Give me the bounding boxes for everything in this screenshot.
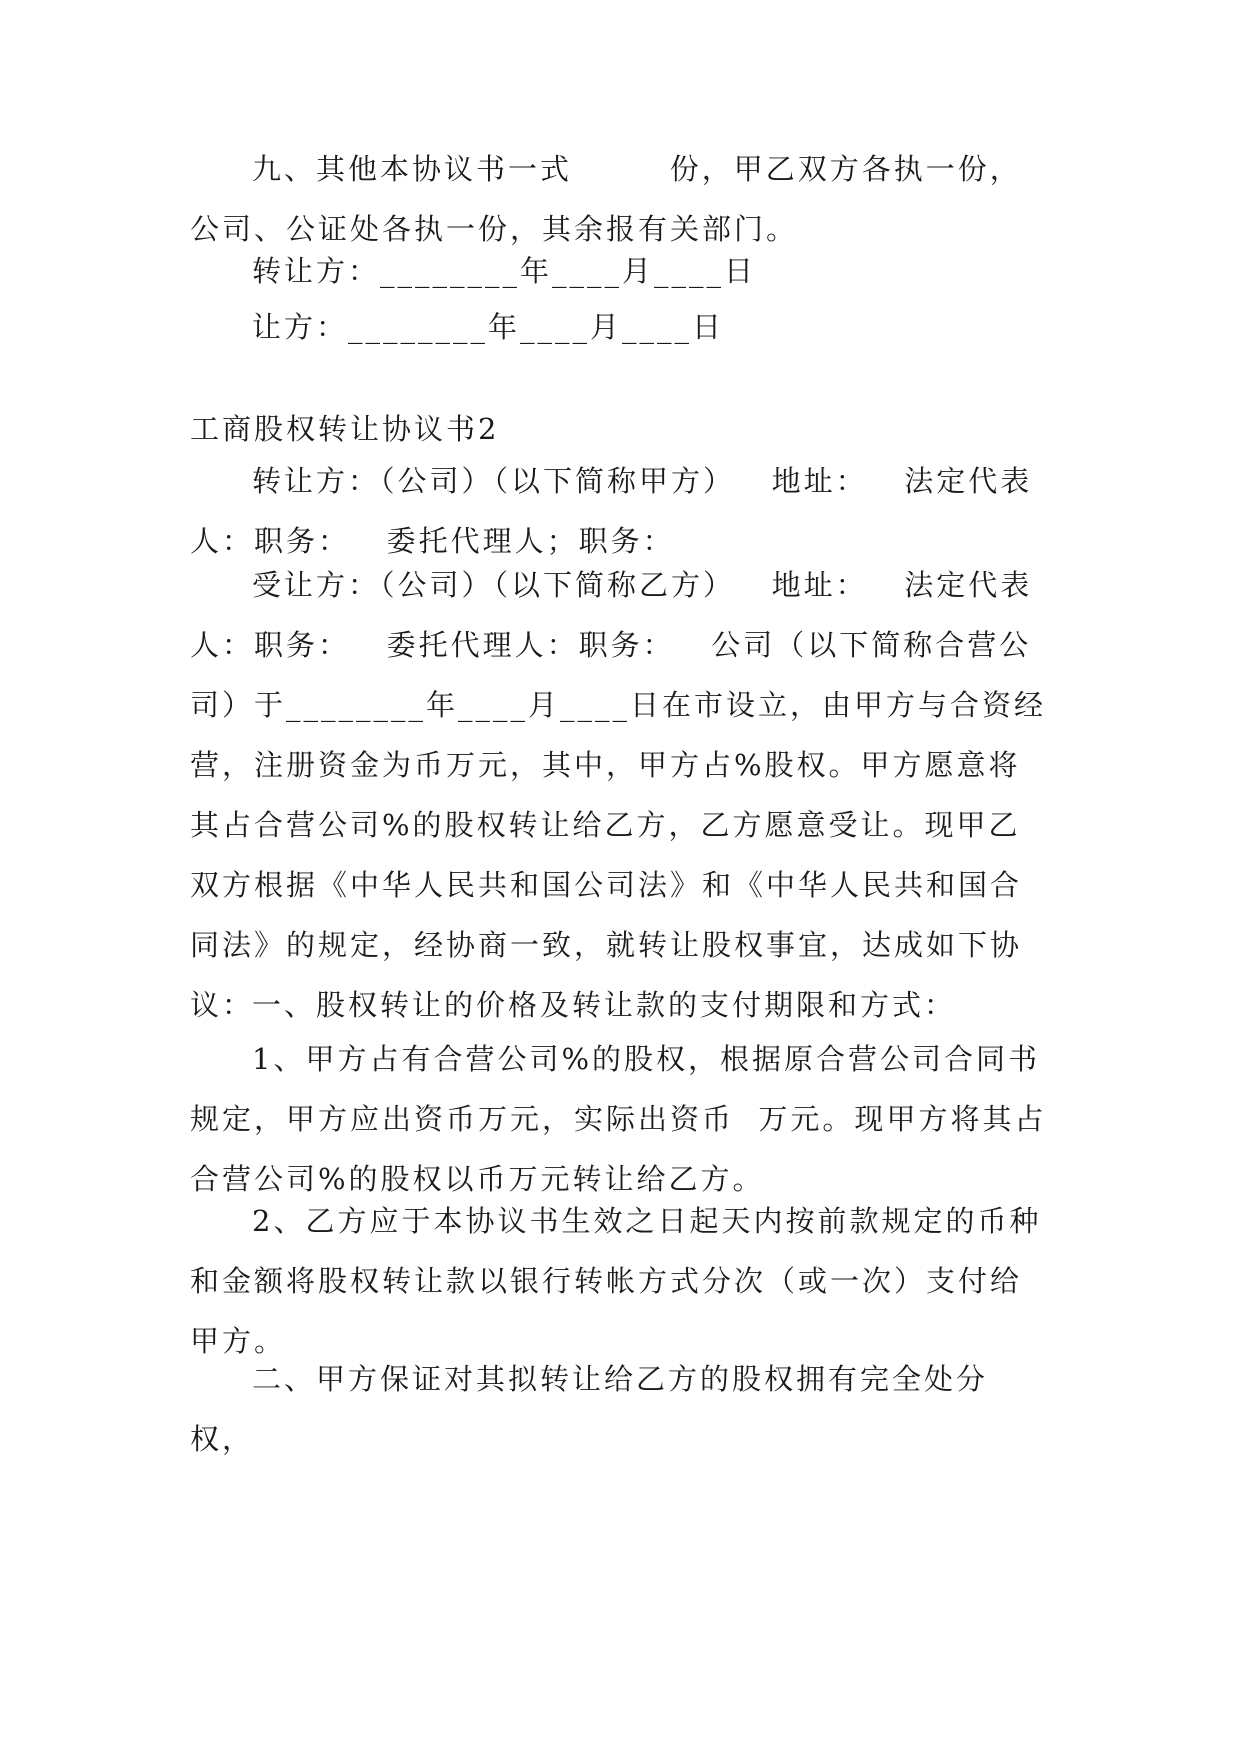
clause-1-item-1: 1、甲方占有合营公司%的股权，根据原合营公司合同书规定，甲方应出资币万元，实际出资币 万元。现甲方将其占合营公司%的股权以币万元转让给乙方。 (190, 1042, 1047, 1196)
paragraph-transferor-info: 转让方：（公司）（以下简称甲方） 地址： 法定代表人：职务： 委托代理人；职务： (190, 464, 1033, 558)
clause-1-heading: 一、股权转让的价格及转让款的支付期限和方式： (252, 988, 957, 1022)
clause-1-item-2: 2、乙方应于本协议书生效之日起天内按前款规定的币种和金额将股权转让款以银行转帐方式分次（或一次）支付给甲方。 (190, 1204, 1042, 1358)
paragraph-other-terms: 九、其他本协议书一式 份，甲乙双方各执一份，公司、公证处各执一份，其余报有关部门。 (190, 152, 1022, 246)
section-title: 工商股权转让协议书2 (190, 412, 500, 446)
clause-2: 二、甲方保证对其拟转让给乙方的股权拥有完全处分权， (190, 1362, 989, 1456)
paragraph-transferee-info: 受让方：（公司）（以下简称乙方） 地址： 法定代表人：职务： 委托代理人：职务： 公司（以下简称合营公司）于________年____月____日在市设立，由甲方与合资经营，注册资金为币万元，其中，甲方占%股权。甲方愿意将其占合营公司%的股权转让给乙方，乙方愿意受让。现甲乙双方根据《中华人民共和国公司法》和《中华人民共和国合同法》的规定，经协商一致，就转让股权事宜，达成如下协议： (190, 568, 1047, 1022)
signature-line-transferor: 转让方：________年____月____日 (252, 254, 757, 288)
signature-line-transferee: 让方：________年____月____日 (252, 310, 725, 344)
